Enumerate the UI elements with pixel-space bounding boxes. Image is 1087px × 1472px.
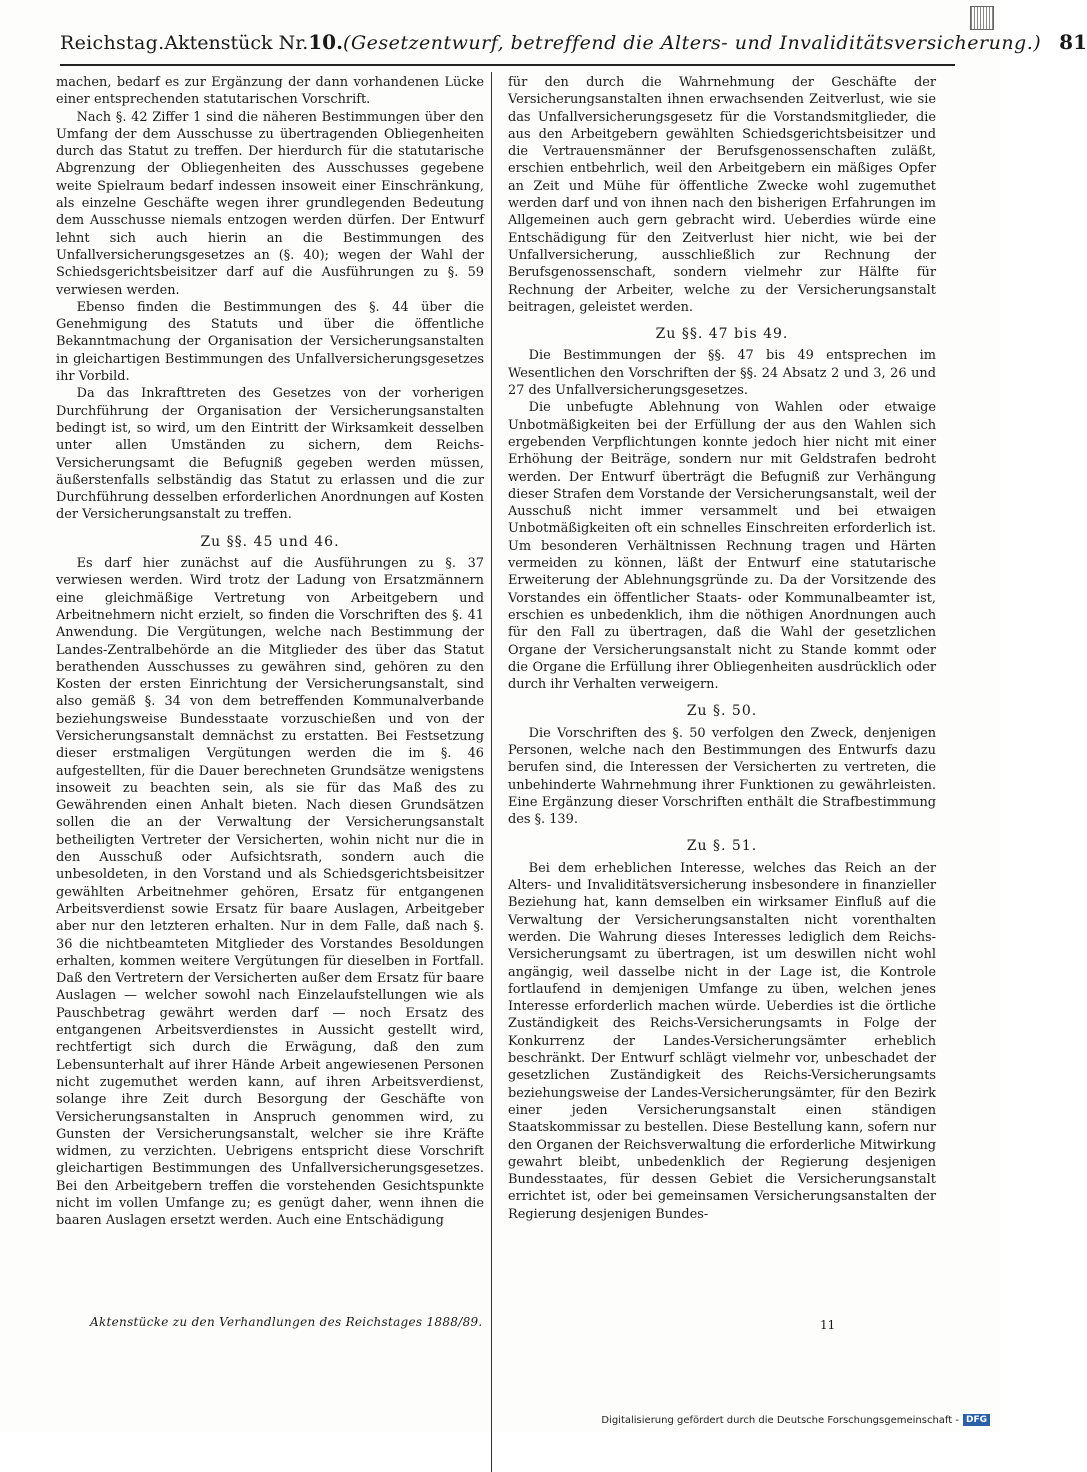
right-paragraph-5: Bei dem erheblichen Interesse, welches das Reich an der Alters- und Invaliditätsversicherung insbesondere in finanzieller Beziehung hat, kann demselben ein wirksamer Einfluß auf die Verwaltung der Versicherungsanstalten nicht vorenthalten werden. Die Wahrung dieses Interesses lediglich dem Reichs-Versicherungsamt zu übertragen, ist um deswillen nicht wohl angängig, weil dasselbe nicht in der Lage ist, die Kontrole fortlaufend in demjenigen Umfange zu üben, welchen jenes Interesse erforderlich machen würde. Ueberdies ist die örtliche Zuständigkeit des Reichs-Versicherungsamts in Folge der Konkurrenz der Landes-Versicherungsämter erheblich beschränkt. Der Entwurf schlägt vielmehr vor, unbeschadet der gesetzlichen Zuständigkeit des Reichs-Versicherungsamts beziehungsweise der Landes-Versicherungsämter, für den Bezirk einer jeden Versicherungsanstalt einen ständigen Staatskommissar zu bestellen. Diese Bestellung kann, sofern nur den Organen der Reichsverwaltung die erforderliche Mitwirkung gewahrt bleibt, unbedenklich der Regierung desjenigen Bundesstaates, für dessen Gebiet die Versicherungsanstalt errichtet ist, oder bei gemeinsamen Versicherungsanstalten der Regierung desjenigen Bundes-	[508, 860, 936, 1222]
page-header	[60, 30, 1087, 62]
left-paragraph-1: machen, bedarf es zur Ergänzung der dann vorhandenen Lücke einer entsprechenden statutarischen Vorschrift.	[56, 75, 484, 108]
right-paragraph-4: Die Vorschriften des §. 50 verfolgen den Zweck, denjenigen Personen, welche nach den Bestimmungen des Entwurfs dazu berufen sind, die Interessen der Versicherten zu vertreten, die unbehinderte Wahrnehmung ihrer Funktionen zu gewährleisten. Eine Ergänzung dieser Vorschriften enthält die Strafbestimmung des §. 139.	[508, 725, 936, 828]
header-doc-number: 10.	[308, 30, 344, 54]
header-reichstag: Reichstag.	[60, 32, 165, 54]
footer-sheet-number: 11	[820, 1318, 836, 1332]
header-title: (Gesetzentwurf, betreffend die Alters- und Invaliditätsversicherung.)	[343, 32, 1042, 54]
digitization-text: Digitalisierung gefördert durch die Deutsche Forschungsgemeinschaft -	[601, 1414, 959, 1426]
left-paragraph-2: Nach §. 42 Ziffer 1 sind die näheren Bestimmungen über den Umfang der dem Ausschusse zu übertragenden Obliegenheiten durch das Statut zu treffen. Der hierdurch für die statutarische Abgrenzung der Obliegenheiten des Ausschusses gegebene weite Spielraum bedarf indessen insoweit einer Einschränkung, als einzelne Geschäfte wegen ihrer grundlegenden Bedeutung dem Ausschusse niemals entzogen werden dürfen. Der Entwurf lehnt sich auch hierin an die Bestimmungen des Unfallversicherungsgesetzes an (§. 40); wegen der Wahl der Schiedsgerichtsbeisitzer darf auf die Ausführungen zu §. 59 verwiesen werden.	[56, 109, 484, 298]
dfg-logo: DFG	[963, 1414, 990, 1426]
right-column	[508, 74, 936, 1223]
left-column	[56, 74, 484, 1230]
left-paragraph-3: Ebenso finden die Bestimmungen des §. 44 über die Genehmigung des Statuts und über die öffentliche Bekanntmachung der Organisation der Versicherungsanstalten in gleichartigen Bestimmungen des Unfallversicherungsgesetzes ihr Vorbild.	[56, 299, 484, 385]
section-heading-51: Zu §. 51.	[686, 838, 758, 855]
section-heading-45-46: Zu §§. 45 und 46.	[200, 533, 340, 550]
section-heading-47-49: Zu §§. 47 bis 49.	[655, 326, 789, 343]
footer-source: Aktenstücke zu den Verhandlungen des Reichstages 1888/89.	[90, 1315, 483, 1329]
header-rule	[60, 64, 955, 66]
right-paragraph-1: für den durch die Wahrnehmung der Geschäfte der Versicherungsanstalten ihnen erwachsenden Zeitverlust, wie sie das Unfallversicherungsgesetz für die Vorstandsmitglieder, die aus den Arbeitgebern gewählten Schiedsgerichtsbeisitzer und die Vertrauensmänner der Berufsgenossenschaften zuläßt, erschien entbehrlich, weil den Arbeitgebern ein mäßiges Opfer an Zeit und Mühe für öffentliche Zwecke wohl zugemuthet werden darf und von ihnen nach den bisherigen Erfahrungen im Allgemeinen auch gern gebracht wird. Ueberdies würde eine Entschädigung für den Zeitverlust hier nicht, wie bei der Unfallversicherung, ausschließlich zur Rechnung der Berufsgenossenschaft, sondern vielmehr zur Hälfte für Rechnung der Arbeiter, welche zu der Versicherungsanstalt beitragen, geleistet werden.	[508, 75, 936, 315]
page-number: 81	[1059, 30, 1087, 54]
right-paragraph-3: Die unbefugte Ablehnung von Wahlen oder etwaige Unbotmäßigkeiten bei der Erfüllung der aus den Wahlen sich ergebenden Verpflichtungen konnte jedoch hier nicht mit einer Erhöhung der Beiträge, sondern nur mit Geldstrafen bedroht werden. Der Entwurf überträgt die Befugniß zur Verhängung dieser Strafen dem Vorstande der Versicherungsanstalt, weil der Ausschuß nicht immer versammelt und bei etwaigen Unbotmäßigkeiten oft ein schnelles Einschreiten erforderlich ist. Um besonderen Verhältnissen Rechnung tragen und Härten vermeiden zu können, läßt der Entwurf eine statutarische Erweiterung der Ablehnungsgründe zu. Da der Vorsitzende des Vorstandes ein öffentlicher Staats- oder Kommunalbeamter ist, erschien es unbedenklich, ihm die nöthigen Anordnungen auch für den Fall zu übertragen, daß die Wahl der gesetzlichen Organe der Versicherungsanstalt nicht zu Stande kommt oder die Organe die Erfüllung ihrer Obliegenheiten ausdrücklich oder durch ihr Verhalten verweigern.	[508, 400, 936, 693]
left-paragraph-4: Da das Inkrafttreten des Gesetzes von der vorherigen Durchführung der Organisation der Versicherungsanstalten bedingt ist, so wird, um den Eintritt der Wirksamkeit desselben unter allen Umständen zu sichern, dem Reichs-Versicherungsamt die Befugniß gegeben werden müssen, äußerstenfalls selbständig das Statut zu erlassen und die zur Durchführung desselben erforderlichen Anordnungen auf Kosten der Versicherungsanstalt zu treffen.	[56, 386, 484, 523]
scan-corner-mark	[970, 6, 994, 30]
left-paragraph-5: Es darf hier zunächst auf die Ausführungen zu §. 37 verwiesen werden. Wird trotz der Ladung von Ersatzmännern eine gleichmäßige Vertretung von Arbeitgebern und Arbeitnehmern nicht erzielt, so finden die Vorschriften des §. 41 Anwendung. Die Vergütungen, welche nach Bestimmung der Landes-Zentralbehörde an die Mitglieder des über das Statut berathenden Ausschusses zu gewähren sind, gehören zu den Kosten der ersten Einrichtung der Versicherungsanstalt, sind also gemäß §. 34 von dem betreffenden Kommunalverbande beziehungsweise Bundesstaate vorzuschießen und von der Versicherungsanstalt demnächst zu erstatten. Bei Festsetzung dieser erstmaligen Vergütungen werden die im §. 46 aufgestellten, für die Dauer berechneten Grundsätze wenigstens insoweit zu beachten sein, als sie für das Maß des zu Gewährenden einen Anhalt bieten. Nach diesen Grundsätzen sollen die an der Verwaltung der Versicherungsanstalt betheiligten Vertreter der Versicherten, wohin nicht nur die in den Ausschuß oder Aufsichtsrath, sondern auch die unbesoldeten, in den Vorstand und als Schiedsgerichtsbeisitzer gewählten Arbeitnehmer gehören, Ersatz für entgangenen Arbeitsverdienst sowie Ersatz für baare Auslagen, Arbeitgeber aber nur den letzteren erhalten. Nur in dem Falle, daß nach §. 36 die nichtbeamteten Mitglieder des Vorstandes Besoldungen erhalten, kommen weitere Vergütungen für dieselben in Fortfall. Daß den Vertretern der Versicherten außer dem Ersatz für baare Auslagen — welcher sowohl nach Einzelaufstellungen wie als Pauschbetrag gewährt werden darf — noch Ersatz des entgangenen Arbeitsverdienstes in Aussicht gestellt wird, rechtfertigt sich durch die Erwägung, daß den zum Lebensunterhalt auf ihrer Hände Arbeit angewiesenen Personen nicht zugemuthet werden kann, auf ihren Arbeitsverdienst, solange ihre Zeit durch Besorgung der Geschäfte von Versicherungsanstalten in Anspruch genommen wird, zu Gunsten der Versicherungsanstalt, welcher sie ihre Kräfte widmen, zu verzichten. Uebrigens entspricht diese Vorschrift gleichartigen Bestimmungen des Unfallversicherungsgesetzes. Bei den Arbeitgebern treffen die vorstehenden Gesichtspunkte nicht im vollen Umfange zu; es genügt daher, wenn ihnen die baaren Auslagen ersetzt werden. Auch eine Entschädigung	[56, 556, 484, 1229]
column-divider	[491, 72, 492, 1472]
right-paragraph-2: Die Bestimmungen der §§. 47 bis 49 entsprechen im Wesentlichen den Vorschriften der §§. 24 Absatz 2 und 3, 26 und 27 des Unfallversicherungsgesetzes.	[508, 348, 936, 399]
header-doc-label: Aktenstück Nr.	[164, 32, 309, 54]
digitization-credit	[600, 1412, 990, 1428]
section-heading-50: Zu §. 50.	[686, 703, 758, 720]
